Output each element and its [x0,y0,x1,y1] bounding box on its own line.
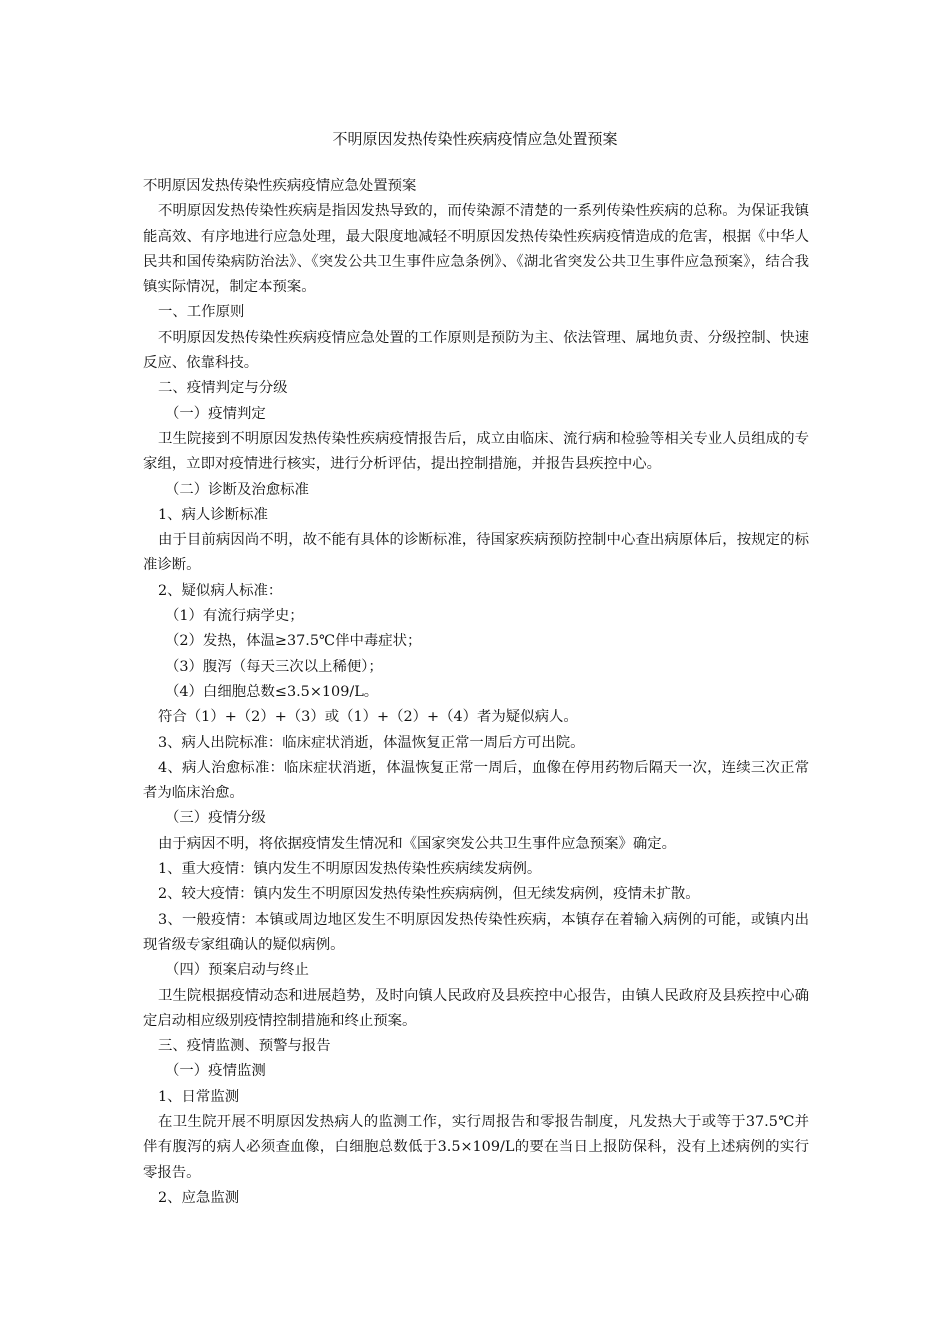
document-paragraph: （4）白细胞总数≤3.5×109/L。 [165,683,379,700]
document-paragraph: （三）疫情分级 [165,810,266,827]
document-paragraph: 4、病人治愈标准：临床症状消逝，体温恢复正常一周后，血像在停用药物后隔天一次，连续三次正常者为临床治愈。 [143,759,809,802]
document-paragraph: （3）腹泻（每天三次以上稀便）； [165,658,383,675]
document-paragraph: 不明原因发热传染性疾病疫情应急处置预案 [143,178,417,194]
document-paragraph: 1、重大疫情：镇内发生不明原因发热传染性疾病续发病例。 [158,861,542,878]
document-paragraph: 三、疫情监测、预警与报告 [158,1038,331,1055]
document-paragraph: 不明原因发热传染性疾病是指因发热导致的，而传染源不清楚的一系列传染性疾病的总称。为保证我镇能高效、有序地进行应急处理，最大限度地减轻不明原因发热传染性疾病疫情造成的危害，根据《中华人民共和国传染病防治法》、《突发公共卫生事件应急条例》、《湖北省突发公共卫生事件应急预案》，结合我镇实际情况，制定本预案。 [143,203,809,296]
document-paragraph: 3、一般疫情：本镇或周边地区发生不明原因发热传染性疾病，本镇存在着输入病例的可能，或镇内出现省级专家组确认的疑似病例。 [143,911,809,953]
document-paragraph: 由于目前病因尚不明，故不能有具体的诊断标准，待国家疾病预防控制中心查出病原体后，按规定的标准诊断。 [143,532,809,574]
document-paragraph: 2、较大疫情：镇内发生不明原因发热传染性疾病病例，但无续发病例，疫情未扩散。 [158,886,700,903]
document-paragraph: 由于病因不明，将依据疫情发生情况和《国家突发公共卫生事件应急预案》确定。 [158,835,677,852]
document-paragraph: （二）诊断及治愈标准 [165,481,309,498]
document-paragraph: （一）疫情判定 [165,405,266,422]
document-body [143,174,809,1211]
document-paragraph: 2、应急监测 [158,1189,240,1206]
document-paragraph: 2、疑似病人标准： [158,582,283,599]
document-paragraph: 卫生院根据疫情动态和进展趋势，及时向镇人民政府及县疾控中心报告，由镇人民政府及县疾控中心确定启动相应级别疫情控制措施和终止预案。 [143,987,809,1029]
document-paragraph: 在卫生院开展不明原因发热病人的监测工作，实行周报告和零报告制度，凡发热大于或等于37.5℃并伴有腹泻的病人必须查血像，白细胞总数低于3.5×109/L的要在当日上报防保科，没有上述病例的实行零报告。 [143,1113,809,1181]
document-paragraph: （一）疫情监测 [165,1063,266,1080]
document-paragraph: （1）有流行病学史； [165,608,304,625]
document-paragraph: 二、疫情判定与分级 [158,380,288,397]
document-paragraph: 1、病人诊断标准 [158,506,268,523]
document-paragraph: 符合（1）+（2）+（3）或（1）+（2）+（4）者为疑似病人。 [158,709,578,726]
document-paragraph: 1、日常监测 [158,1088,240,1105]
document-title: 不明原因发热传染性疾病疫情应急处置预案 [332,130,618,148]
document-paragraph: 不明原因发热传染性疾病疫情应急处置的工作原则是预防为主、依法管理、属地负责、分级控制、快速反应、依靠科技。 [143,329,809,372]
document-paragraph: （2）发热，体温≥37.5℃伴中毒症状； [165,633,422,650]
document-paragraph: 卫生院接到不明原因发热传染性疾病疫情报告后，成立由临床、流行病和检验等相关专业人员组成的专家组，立即对疫情进行核实，进行分析评估，提出控制措施，并报告县疾控中心。 [143,430,809,473]
document-paragraph: （四）预案启动与终止 [165,962,309,979]
document-paragraph: 一、工作原则 [158,304,245,321]
document-paragraph: 3、病人出院标准：临床症状消逝，体温恢复正常一周后方可出院。 [158,734,585,751]
